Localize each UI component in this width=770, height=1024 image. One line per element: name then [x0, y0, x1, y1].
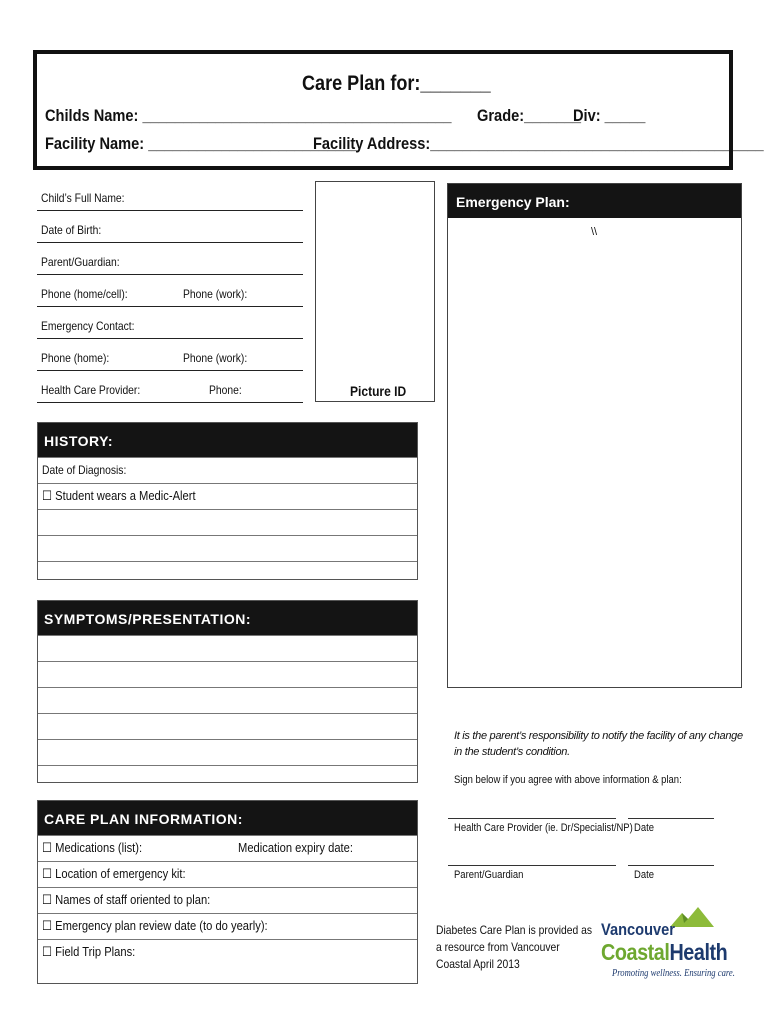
picture-id-box[interactable] [315, 181, 435, 402]
phone-row-2[interactable] [37, 344, 303, 371]
care-plan-title: CARE PLAN INFORMATION: [44, 811, 243, 827]
field-trip-checkbox[interactable]: ☐ Field Trip Plans: [42, 944, 136, 959]
mountain-logo-icon [668, 905, 716, 929]
header-box [33, 50, 764, 170]
medication-expiry-label: Medication expiry date: [238, 840, 353, 855]
emergency-plan-title: Emergency Plan: [456, 194, 570, 210]
logo-tagline: Promoting wellness. Ensuring care. [612, 968, 735, 979]
childs-name-field[interactable]: Childs Name: ______________________________________ [45, 106, 452, 125]
symptoms-row[interactable] [38, 739, 417, 765]
history-section [37, 422, 418, 580]
symptoms-row[interactable] [38, 687, 417, 713]
health-care-provider-label: Health Care Provider: [41, 383, 141, 397]
emergency-contact-label: Emergency Contact: [41, 319, 135, 333]
parent-guardian-row[interactable] [37, 248, 303, 275]
history-header [38, 423, 417, 457]
page-title: Care Plan for:_______ [302, 72, 491, 95]
footer-note [436, 922, 592, 973]
provider-date-label: Date [634, 822, 654, 834]
history-row[interactable] [38, 561, 417, 585]
provider-signature-label: Health Care Provider (ie. Dr/Specialist/NP) [454, 822, 633, 834]
logo-coastal: Coastal [601, 939, 670, 965]
symptoms-row[interactable] [38, 635, 417, 661]
facility-name-field[interactable]: Facility Name: __________________________ [45, 134, 360, 153]
symptoms-row[interactable] [38, 661, 417, 687]
health-care-provider-row[interactable] [37, 376, 303, 403]
logo-coastal-health [601, 939, 727, 966]
medic-alert-checkbox[interactable]: ☐ Student wears a Medic-Alert [42, 488, 196, 503]
vch-logo [598, 905, 735, 983]
provider-date-line[interactable] [628, 818, 714, 819]
phone-home-label: Phone (home): [41, 351, 110, 365]
care-plan-row[interactable] [38, 835, 417, 861]
parent-guardian-label: Parent/Guardian: [41, 255, 120, 269]
childs-full-name-label: Child’s Full Name: [41, 191, 125, 205]
symptoms-title: SYMPTOMS/PRESENTATION: [44, 611, 252, 627]
logo-health: Health [669, 939, 728, 965]
provider-phone-label: Phone: [209, 383, 242, 397]
emergency-contact-row[interactable] [37, 312, 303, 339]
review-date-checkbox[interactable]: ☐ Emergency plan review date (to do yearly): [42, 918, 268, 933]
phone-work-label: Phone (work): [183, 287, 248, 301]
picture-id-label: Picture ID [350, 383, 407, 399]
care-plan-header [38, 801, 417, 835]
date-of-diagnosis-label: Date of Diagnosis: [42, 463, 127, 477]
parent-date-label: Date [634, 869, 654, 881]
location-kit-checkbox[interactable]: ☐ Location of emergency kit: [42, 866, 186, 881]
provider-signature-line[interactable] [448, 818, 616, 819]
history-row[interactable] [38, 483, 417, 509]
logo-vancouver: Vancouver [601, 920, 675, 939]
childs-full-name-row[interactable] [37, 184, 303, 211]
parent-signature-label: Parent/Guardian [454, 869, 524, 881]
care-plan-row[interactable] [38, 861, 417, 887]
responsibility-note: It is the parent’s responsibility to notify the facility of any change in the student’s condition. [454, 730, 743, 758]
care-plan-row[interactable] [38, 913, 417, 939]
medications-checkbox[interactable]: ☐ Medications (list): [42, 840, 143, 855]
facility-address-field[interactable]: Facility Address:_________________________________________ [313, 134, 764, 153]
symptoms-section [37, 600, 418, 783]
parent-date-line[interactable] [628, 865, 714, 866]
phone-work-label-2: Phone (work): [183, 351, 248, 365]
footer-note-line: a resource from Vancouver [436, 940, 560, 954]
symptoms-row[interactable] [38, 765, 417, 788]
footer-note-line: Diabetes Care Plan is provided as [436, 923, 593, 937]
history-row[interactable] [38, 509, 417, 535]
emergency-plan-box[interactable] [447, 183, 742, 688]
sign-below-note: Sign below if you agree with above information & plan: [454, 774, 682, 786]
symptoms-row[interactable] [38, 713, 417, 739]
care-plan-row[interactable] [38, 887, 417, 913]
date-of-birth-label: Date of Birth: [41, 223, 102, 237]
parent-signature-line[interactable] [448, 865, 616, 866]
care-plan-row[interactable] [38, 939, 417, 988]
phone-row-1[interactable] [37, 280, 303, 307]
phone-home-cell-label: Phone (home/cell): [41, 287, 128, 301]
div-field[interactable]: Div: _____ [573, 106, 646, 125]
history-row[interactable] [38, 457, 417, 483]
care-plan-section [37, 800, 418, 984]
emergency-mark: \\ [591, 226, 598, 238]
history-row[interactable] [38, 535, 417, 561]
symptoms-header [38, 601, 417, 635]
grade-field[interactable]: Grade:_______ [477, 106, 582, 125]
footer-note-line: Coastal April 2013 [436, 957, 520, 971]
emergency-plan-header [448, 184, 741, 218]
history-title: HISTORY: [44, 433, 114, 449]
date-of-birth-row[interactable] [37, 216, 303, 243]
names-staff-checkbox[interactable]: ☐ Names of staff oriented to plan: [42, 892, 211, 907]
